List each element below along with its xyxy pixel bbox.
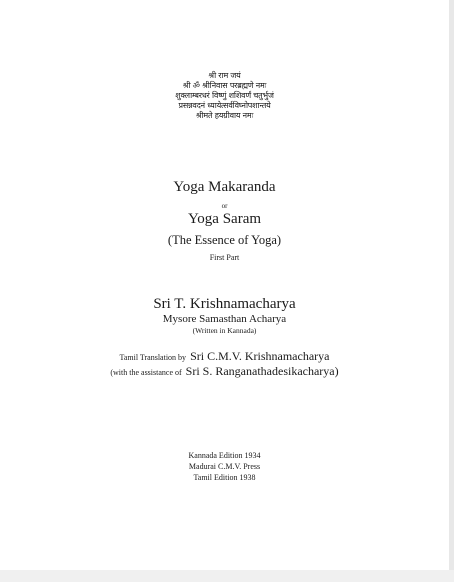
assistance-prefix: (with the assistance of [110, 368, 182, 377]
invocation-line-4: प्रसन्नवदनं ध्यायेत्सर्वविघ्नोपशान्तये [178, 101, 271, 110]
viewer-bottom-area [0, 570, 454, 582]
essence-note: (The Essence of Yoga) [167, 233, 282, 247]
press-name: Madurai C.M.V. Press [188, 462, 261, 471]
translation-prefix: Tamil Translation by [119, 353, 187, 362]
invocation-line-3: शुक्लाम्बरधरं विष्णुं शशिवर्णं चतुर्भुजं [175, 91, 274, 100]
tamil-edition: Tamil Edition 1938 [193, 473, 256, 482]
book-subtitle: Yoga Saram [187, 211, 262, 227]
kannada-edition: Kannada Edition 1934 [188, 451, 261, 460]
or-separator: or [221, 202, 228, 210]
invocation-line-2: श्री ॐ श्रीनिवास परब्रह्मणे नमः [182, 81, 267, 90]
author-name: Sri T. Krishnamacharya [153, 296, 296, 312]
author-note: (Written in Kannada) [192, 326, 257, 335]
assistance-line [0, 362, 449, 380]
viewer-gutter [449, 0, 454, 570]
invocation-line-5: श्रीमते हयग्रीवाय नमः [195, 111, 254, 120]
translator-name: Sri C.M.V. Krishnamacharya [190, 349, 330, 363]
part-label: First Part [209, 253, 240, 262]
assistant-name: Sri S. Ranganathadesikacharya) [185, 364, 339, 378]
invocation-line-1: श्री राम जयं [208, 71, 241, 80]
book-title: Yoga Makaranda [173, 179, 276, 195]
author-role: Mysore Samasthan Acharya [162, 313, 287, 325]
